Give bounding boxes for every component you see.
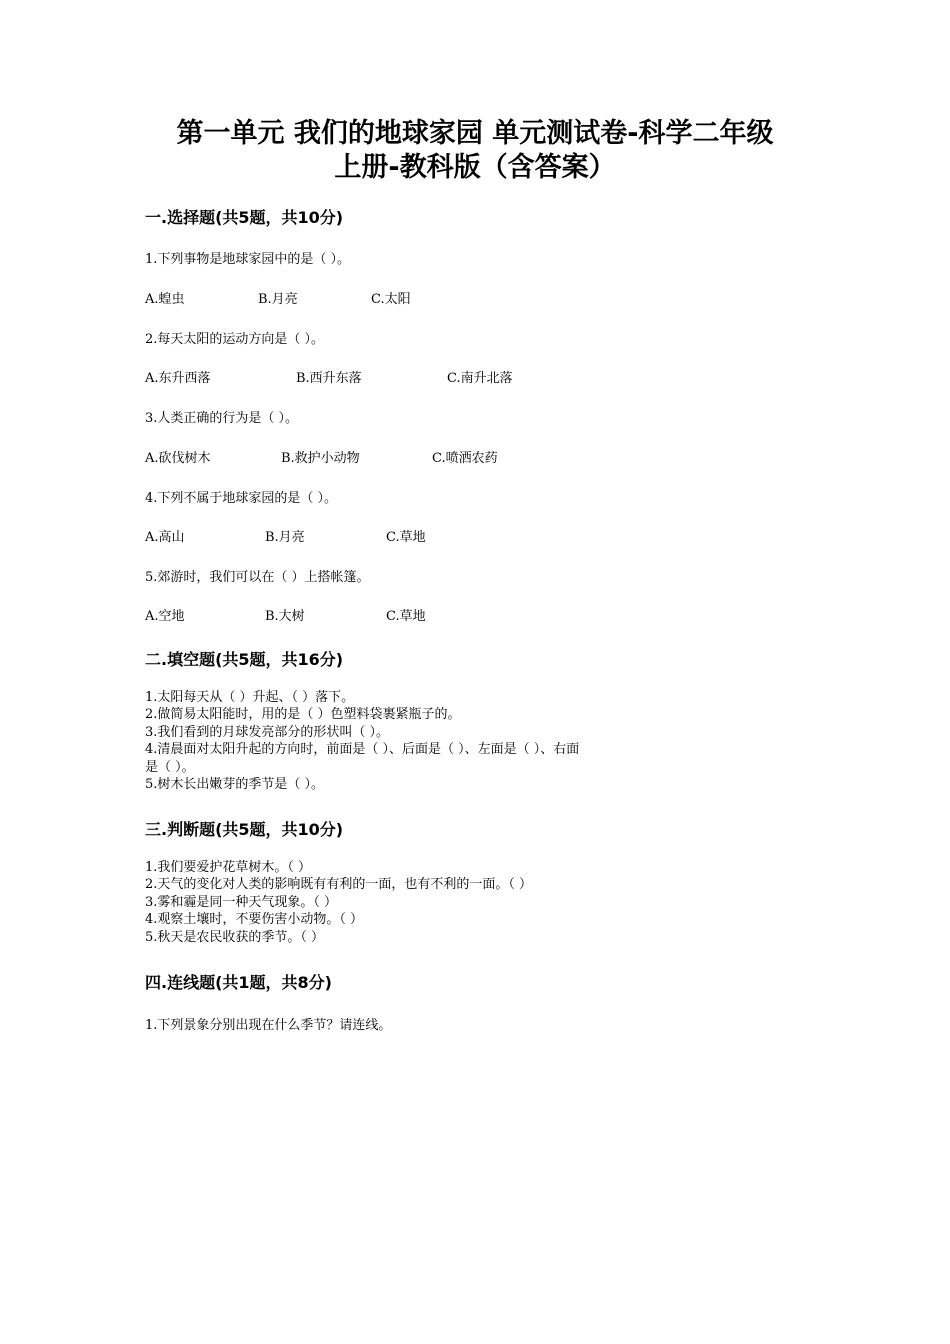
question-text: 5.郊游时，我们可以在（ ）上搭帐篷。	[145, 570, 370, 585]
fill-line: 5.树木长出嫩芽的季节是（ ）。	[145, 777, 325, 792]
option-b: B.月亮	[258, 292, 298, 307]
question-text: 3.人类正确的行为是（ ）。	[145, 411, 299, 426]
option-b: B.救护小动物	[281, 451, 360, 466]
match-question: 1.下列景象分别出现在什么季节？请连线。	[145, 1018, 392, 1033]
option-a: A.空地	[145, 609, 185, 624]
option-b: B.大树	[265, 609, 305, 624]
option-c: C.南升北落	[447, 371, 513, 386]
section-heading-judge: 三.判断题(共5题，共10分)	[145, 820, 344, 839]
option-a: A.砍伐树木	[145, 451, 211, 466]
section-heading-fill: 二.填空题(共5题，共16分)	[145, 650, 344, 669]
judge-line: 4.观察土壤时，不要伤害小动物。（ ）	[145, 912, 364, 927]
fill-line: 是（ ）。	[145, 760, 195, 775]
section-heading-choice: 一.选择题(共5题，共10分)	[145, 208, 344, 227]
judge-line: 3.雾和霾是同一种天气现象。（ ）	[145, 895, 338, 910]
question-text: 2.每天太阳的运动方向是（ ）。	[145, 332, 325, 347]
page-title-line2: 上册-教科版（含答案）	[334, 152, 616, 183]
fill-line: 1.太阳每天从（ ）升起、（ ）落下。	[145, 690, 355, 705]
option-b: B.月亮	[265, 530, 305, 545]
judge-line: 1.我们要爱护花草树木。（ ）	[145, 860, 312, 875]
option-a: A.东升西落	[145, 371, 211, 386]
judge-line: 5.秋天是农民收获的季节。（ ）	[145, 930, 325, 945]
option-c: C.草地	[386, 609, 426, 624]
fill-line: 4.清晨面对太阳升起的方向时，前面是（ ）、后面是（ ）、左面是（ ）、右面	[145, 742, 580, 757]
option-b: B.西升东落	[296, 371, 362, 386]
question-text: 4.下列不属于地球家园的是（ ）。	[145, 491, 338, 506]
option-c: C.草地	[386, 530, 426, 545]
option-c: C.喷洒农药	[432, 451, 498, 466]
option-c: C.太阳	[371, 292, 411, 307]
section-heading-match: 四.连线题(共1题，共8分)	[145, 973, 332, 992]
page-title-line1: 第一单元 我们的地球家园 单元测试卷-科学二年级	[176, 118, 774, 149]
option-a: A.高山	[145, 530, 185, 545]
fill-line: 2.做简易太阳能时，用的是（ ）色塑料袋裹紧瓶子的。	[145, 707, 461, 722]
question-text: 1.下列事物是地球家园中的是（ ）。	[145, 252, 351, 267]
judge-line: 2.天气的变化对人类的影响既有有利的一面，也有不利的一面。（ ）	[145, 877, 533, 892]
fill-line: 3.我们看到的月球发亮部分的形状叫（ ）。	[145, 725, 390, 740]
option-a: A.蝗虫	[145, 292, 185, 307]
